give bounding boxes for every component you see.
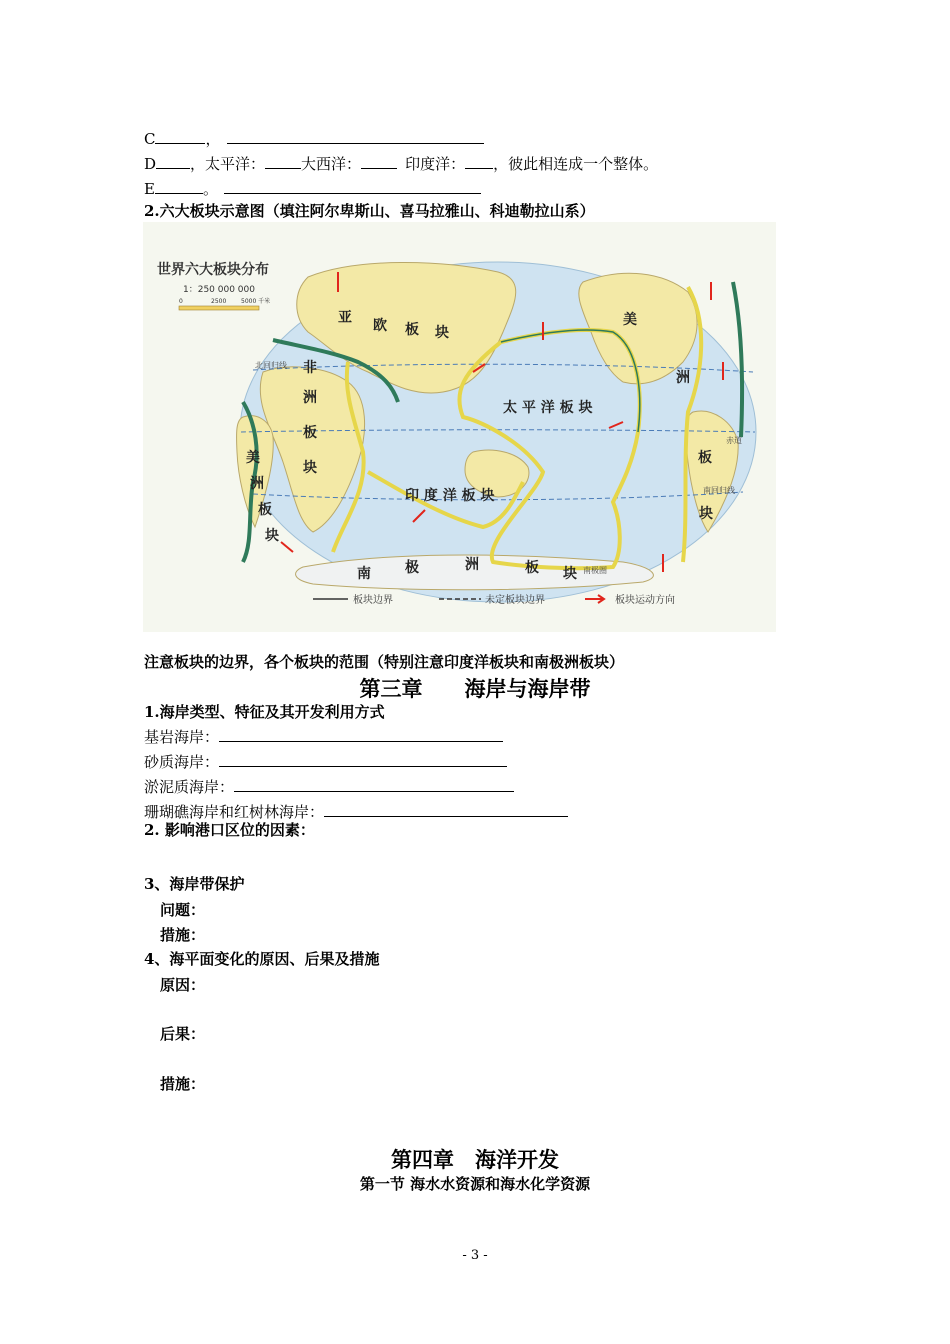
svg-text:块: 块 bbox=[303, 460, 317, 476]
effect-label: 后果： bbox=[160, 1025, 206, 1043]
cause-label: 原因： bbox=[160, 976, 206, 994]
svg-text:块: 块 bbox=[699, 506, 713, 522]
label-tropic-north: 北回归线 bbox=[255, 361, 287, 370]
blank[interactable] bbox=[361, 153, 397, 169]
label-african: 非 bbox=[303, 360, 317, 376]
legend-boundary: 板块边界 bbox=[353, 595, 393, 606]
protection-title: 3、海岸带保护 bbox=[144, 875, 245, 893]
question-e: E 。 bbox=[144, 178, 481, 199]
scale-bar bbox=[179, 297, 270, 310]
svg-text:5000 千米: 5000 千米 bbox=[241, 298, 271, 305]
blank[interactable] bbox=[224, 178, 481, 194]
port-title: 2. 影响港口区位的因素： bbox=[144, 821, 315, 839]
coast-rock: 基岩海岸： bbox=[144, 726, 503, 747]
blank[interactable] bbox=[219, 751, 507, 767]
label-equator: 赤道 bbox=[726, 436, 742, 445]
svg-text:美: 美 bbox=[623, 312, 637, 328]
question-d: D ，太平洋： 大西洋： 印度洋： ，彼此相连成一个整体。 bbox=[144, 155, 659, 173]
label-antarctic-circle: 南极圈 bbox=[583, 566, 607, 575]
svg-text:块: 块 bbox=[435, 325, 449, 341]
map-title: 世界六大板块分布 bbox=[157, 262, 269, 278]
coast-coral: 珊瑚礁海岸和红树林海岸： bbox=[144, 801, 568, 822]
svg-text:洲: 洲 bbox=[250, 476, 264, 492]
svg-text:板: 板 bbox=[698, 450, 712, 466]
label-pacific: 太 平 洋 板 块 bbox=[503, 400, 593, 416]
coast-mud: 淤泥质海岸： bbox=[144, 776, 514, 797]
measures-label: 措施： bbox=[160, 926, 206, 944]
arrow bbox=[281, 542, 293, 552]
svg-text:块: 块 bbox=[265, 528, 279, 544]
measures2-label: 措施： bbox=[160, 1075, 206, 1093]
svg-text:洲: 洲 bbox=[303, 390, 317, 406]
blank[interactable] bbox=[155, 128, 205, 144]
svg-text:南: 南 bbox=[357, 566, 371, 582]
chapter-3-title: 第三章 海岸与海岸带 bbox=[359, 676, 591, 701]
svg-text:板: 板 bbox=[303, 425, 317, 441]
blank[interactable] bbox=[324, 801, 568, 817]
map-legend bbox=[313, 593, 675, 606]
sealevel-title: 4、海平面变化的原因、后果及措施 bbox=[144, 950, 380, 968]
question-c: C ， bbox=[144, 128, 484, 149]
legend-motion: 板块运动方向 bbox=[615, 595, 675, 606]
blank[interactable] bbox=[156, 153, 190, 169]
page-number: - 3 - bbox=[462, 1248, 488, 1263]
svg-text:美: 美 bbox=[246, 450, 260, 466]
plate-map bbox=[143, 222, 776, 632]
svg-text:板: 板 bbox=[525, 560, 539, 576]
coast-sand: 砂质海岸： bbox=[144, 751, 507, 772]
map-scale: 1：250 000 000 bbox=[183, 285, 255, 295]
svg-text:块: 块 bbox=[563, 566, 577, 582]
blank[interactable] bbox=[234, 776, 514, 792]
chapter-4-title: 第四章 海洋开发 bbox=[391, 1147, 559, 1172]
svg-text:洲: 洲 bbox=[465, 557, 479, 573]
legend-undetermined: 未定板块边界 bbox=[485, 595, 545, 606]
label-eurasian: 亚 bbox=[338, 310, 352, 326]
svg-text:欧: 欧 bbox=[373, 318, 387, 334]
chapter-4-section: 第一节 海水水资源和海水化学资源 bbox=[359, 1175, 591, 1193]
svg-text:板: 板 bbox=[405, 322, 419, 338]
svg-text:洲: 洲 bbox=[676, 370, 690, 386]
blank[interactable] bbox=[465, 153, 493, 169]
blank[interactable] bbox=[227, 128, 484, 144]
blank[interactable] bbox=[155, 178, 203, 194]
label-tropic-south: 南回归线 bbox=[703, 486, 735, 495]
svg-text:板: 板 bbox=[258, 502, 272, 518]
label-indian: 印 度 洋 板 块 bbox=[405, 488, 495, 504]
coast-title: 1.海岸类型、特征及其开发利用方式 bbox=[144, 703, 385, 721]
blank[interactable] bbox=[265, 153, 301, 169]
note: 注意板块的边界，各个板块的范围（特别注意印度洋板块和南极洲板块） bbox=[144, 653, 625, 671]
blank[interactable] bbox=[219, 726, 503, 742]
svg-text:2500: 2500 bbox=[211, 298, 227, 305]
svg-text:极: 极 bbox=[405, 560, 419, 576]
problem-label: 问题： bbox=[160, 901, 206, 919]
section-title: 2.六大板块示意图（填注阿尔卑斯山、喜马拉雅山、科迪勒拉山系） bbox=[144, 202, 595, 220]
svg-text:0: 0 bbox=[179, 298, 183, 305]
